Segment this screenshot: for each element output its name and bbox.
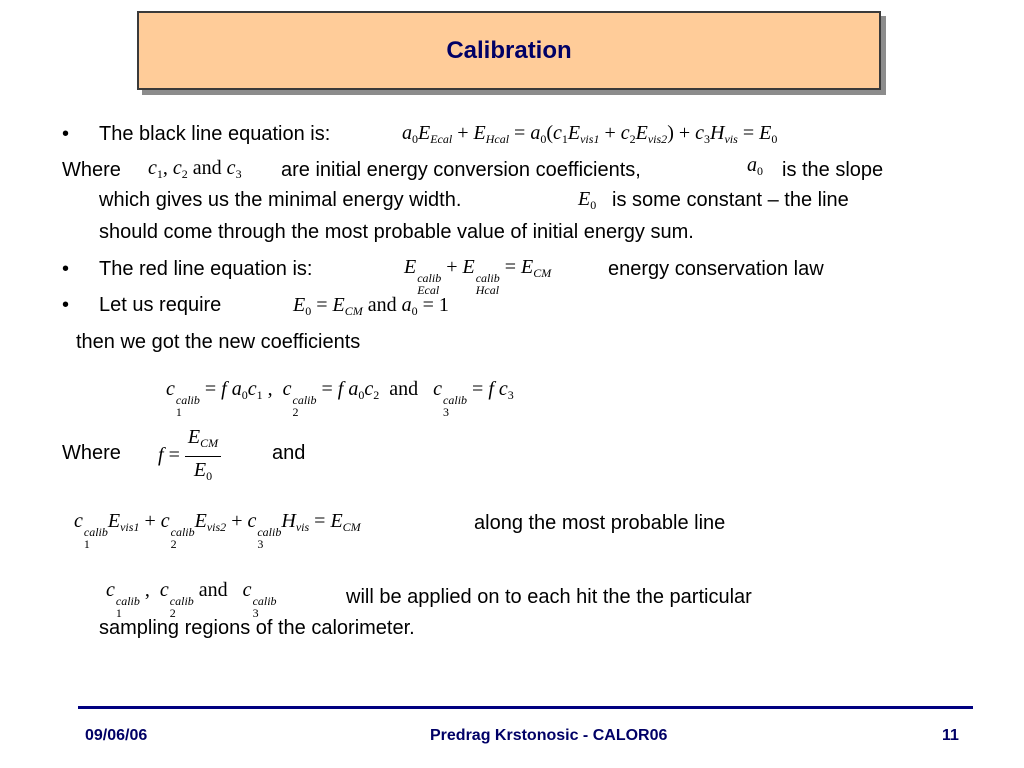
applied-text: will be applied on to each hit the the particular xyxy=(346,586,752,608)
along-line-text: along the most probable line xyxy=(474,512,726,534)
new-coefficients-text: then we got the new coefficients xyxy=(76,331,361,353)
where-label-1: Where xyxy=(62,159,121,181)
black-line-intro: The black line equation is: xyxy=(99,123,331,145)
require-equation: $E_0 = E_{CM}$ and $a_0 = 1$ xyxy=(293,294,449,318)
bullet-1: • xyxy=(62,123,70,145)
symbol-e0: $E_0$ xyxy=(578,188,597,212)
energy-conservation-text: energy conservation law xyxy=(608,258,824,280)
coefficients-c1-c2-c3: $c_1$, $c_2$ and $c_3$ xyxy=(148,157,242,181)
f-definition: f = $\frac{E_{CM}}{E_0}$ xyxy=(158,424,221,489)
footer-author: Predrag Krstonosic - CALOR06 xyxy=(430,727,668,744)
bullet-3: • xyxy=(62,294,70,316)
slide-title: Calibration xyxy=(446,36,572,64)
calibrated-sum-equation: c calib 1 $E_{vis1} + c$ calib 2 $E_{vis2} + c$ calib 3 $H_{vis} = E_{CM}$ xyxy=(74,510,361,551)
title-box xyxy=(137,11,881,90)
and-label: and xyxy=(272,442,306,464)
red-line-intro: The red line equation is: xyxy=(99,258,313,280)
constant-text: is some constant – the line xyxy=(612,189,849,211)
sampling-regions-text: sampling regions of the calorimeter. xyxy=(99,617,415,639)
min-width-text: which gives us the minimal energy width. xyxy=(99,189,462,211)
slope-text: is the slope xyxy=(782,159,884,181)
black-line-equation: $a_0E_{Ecal} + E_{Hcal} = a_0(c_1E_{vis1} + c_2E_{vis2}) + c_3H_{vis} = E_0$ xyxy=(402,122,778,146)
where-label-2: Where xyxy=(62,442,121,464)
most-probable-text: should come through the most probable value of initial energy sum. xyxy=(99,221,694,243)
calib-coefficients: c calib 1 , c calib 2 and c calib 3 xyxy=(106,579,277,620)
footer-divider xyxy=(78,706,973,709)
let-us-require-text: Let us require xyxy=(99,294,222,316)
coef-description: are initial energy conversion coefficients, xyxy=(281,159,641,181)
new-coefficients-equation: c calib 1 = f $a_0c_1$ , c calib 2 = f $a_0c_2$ and c calib 3 = f $c_3$ xyxy=(166,378,514,419)
footer-date: 09/06/06 xyxy=(85,727,148,744)
bullet-2: • xyxy=(62,258,70,280)
footer-page-number: 11 xyxy=(942,727,959,744)
symbol-a0: $a_0$ xyxy=(747,154,763,178)
red-line-equation: E calib Ecal + E calib Hcal = $E_{CM}$ xyxy=(404,256,552,297)
